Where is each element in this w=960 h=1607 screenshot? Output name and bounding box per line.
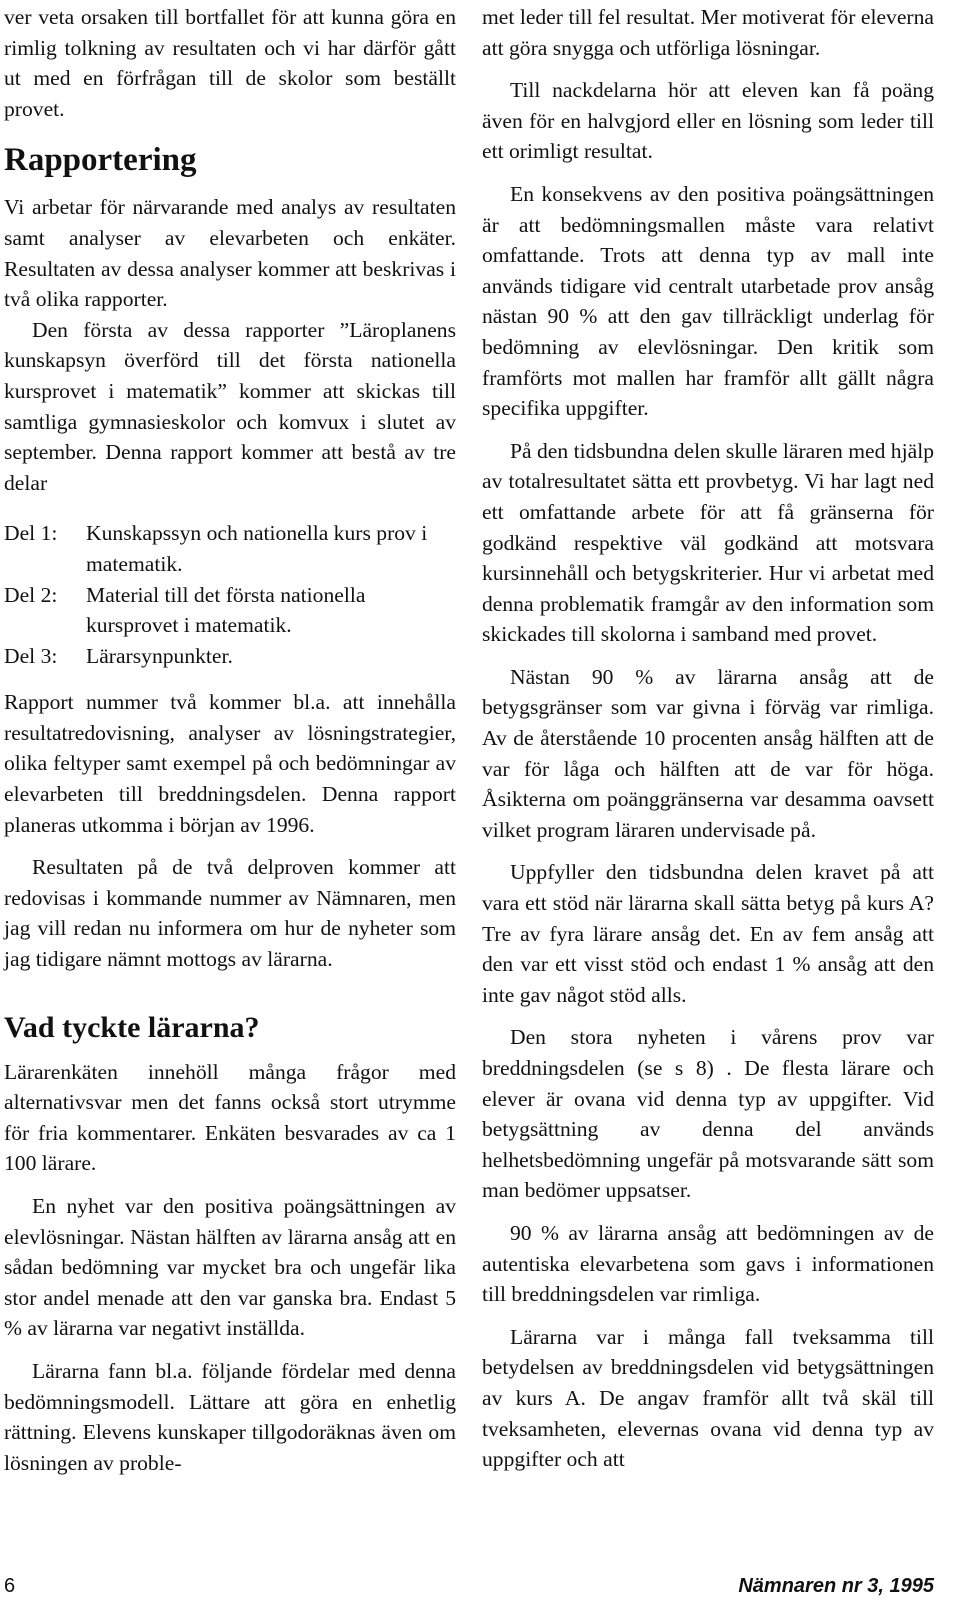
part-text: Kunskapssyn och nationella kurs prov i matematik.: [86, 521, 428, 576]
paragraph-teacher-survey: Lärarenkäten innehöll många frågor med alternativsvar men det fanns också stort utrymme för fria kommentarer. Enkäten besvarades av ca 1 100 lärare.: [4, 1059, 456, 1176]
report-part-3: [4, 641, 456, 672]
left-column: [4, 2, 456, 1478]
part-label: Del 3:: [4, 643, 58, 668]
right-column: [482, 2, 934, 1475]
report-parts-list: [4, 518, 456, 671]
paragraph-disadvantages: Till nackdelarna hör att eleven kan få poäng även för en halvgjord eller en lösning som leder till ett orimligt resultat.: [482, 78, 934, 164]
paragraph-authentic-work: 90 % av lärarna ansåg att bedömningen av de autentiska elevarbetena som gavs i informationen till breddningsdelen var rimliga.: [482, 1220, 934, 1307]
part-text: Material till det första nationella kursprovet i matematik.: [86, 582, 366, 638]
heading-rapportering: Rapportering: [4, 142, 197, 179]
paragraph-support: Uppfyller den tidsbundna delen kravet på att vara ett stöd när lärarna skall sätta betyg på kurs A? Tre av fyra lärare ansåg det. En av fem ansåg att den var ett visst stöd och endast 1 % ansåg att den inte gav något stöd alls.: [482, 860, 934, 1007]
paragraph-second-report: Rapport nummer två kommer bl.a. att innehålla resultatredovisning, analyser av lösningstrategier, olika feltyper samt exempel på och bedömningar av elevarbeten till breddningsdelen. Denna rapport planeras utkomma i början av 1996.: [4, 690, 456, 837]
paragraph-doubts: Lärarna var i många fall tveksamma till betydelsen av breddningsdelen vid betygsättningen av kurs A. De angav framför allt två skäl till tveksamheten, elevernas ovana vid denna typ av uppgifter och att: [482, 1324, 934, 1472]
page-number: 6: [4, 1575, 16, 1597]
paragraph-timed-part: På den tidsbundna delen skulle läraren med hjälp av totalresultatet sätta ett provbetyg. Vi har lagt ned ett omfattande arbete för att få gränserna för godkänd respektive väl godkänd att motsvara kursinnehåll och betygskriterier. Hur vi arbetat med denna problematik framgår av den information som skickades till skolorna i samband med provet.: [482, 438, 934, 647]
paragraph-broadening-part: Den stora nyheten i vårens prov var breddningsdelen (se s 8) . De flesta lärare och elever är ovana vid denna typ av uppgifter. Vid betygsättning av denna del används helhetsbedömning ungefär på motsvarande sätt som man bedömer uppsatser.: [482, 1025, 934, 1203]
part-text: Lärarsynpunkter.: [86, 643, 233, 668]
paragraph-grade-limits: Nästan 90 % av lärarna ansåg att de betygsgränser som var givna i förväg var rimliga. Av de återstående 10 procenten ansåg hälften att de var för låga och hälften att de var för höga. Åsikterna om poänggränserna var desamma oavsett vilket program läraren undervisade på.: [482, 664, 934, 842]
paragraph-positive-scoring: En nyhet var den positiva poängsättningen av elevlösningar. Nästan hälften av lärarna ansåg att en sådan bedömning var mycket bra och ungefär lika stor andel menade att den var ganska bra. Endast 5 % av lärarna var negativt inställda.: [4, 1194, 456, 1341]
paragraph-first-report: Den första av dessa rapporter ”Läroplanens kunskapsyn överförd till det första nationella kursprovet i matematik” kommer att skickas till samtliga gymnasieskolor och komvux i slutet av september. Denna rapport kommer att bestå av tre delar: [4, 317, 456, 495]
heading-vad-tyckte-lararna: Vad tyckte lärarna?: [4, 1010, 260, 1044]
page-footer: [4, 1571, 934, 1601]
report-part-2: [4, 580, 456, 641]
paragraph-analysis: Vi arbetar för närvarande med analys av resultaten samt analyser av elevarbeten och enkäter. Resultaten av dessa analyser kommer att beskrivas i två olika rapporter.: [4, 195, 456, 312]
paragraph-advantages: Lärarna fann bl.a. följande fördelar med denna bedömningsmodell. Lättare att göra en enhetlig rättning. Elevens kunskaper tillgodoräknas även om lösningen av proble-: [4, 1358, 456, 1475]
part-label: Del 1:: [4, 521, 58, 546]
paragraph-advantages-continued: met leder till fel resultat. Mer motiverat för eleverna att göra snygga och utförliga lösningar.: [482, 5, 934, 60]
paragraph-scoring-template: En konsekvens av den positiva poängsättningen är att bedömningsmallen måste vara relativt omfattande. Trots att denna typ av mall inte används tidigare vid centralt utarbetade prov ansåg nästan 90 % att den gav tillräckligt underlag för bedömning av elevlösningar. Den kritik som framförts mot mallen har framför allt gällt några specifika uppgifter.: [482, 181, 934, 421]
paragraph-intro-continued: ver veta orsaken till bortfallet för att kunna göra en rimlig tolkning av resultaten och vi har därför gått ut med en förfrågan till de skolor som beställt provet.: [4, 5, 456, 121]
paragraph-results: Resultaten på de två delproven kommer att redovisas i kommande nummer av Nämnaren, men jag vill redan nu informera om hur de nyheter som jag tidigare nämnt mottogs av lärarna.: [4, 855, 456, 972]
publication-name: Nämnaren nr 3, 1995: [738, 1575, 934, 1597]
report-part-1: [4, 518, 456, 579]
part-label: Del 2:: [4, 582, 58, 607]
